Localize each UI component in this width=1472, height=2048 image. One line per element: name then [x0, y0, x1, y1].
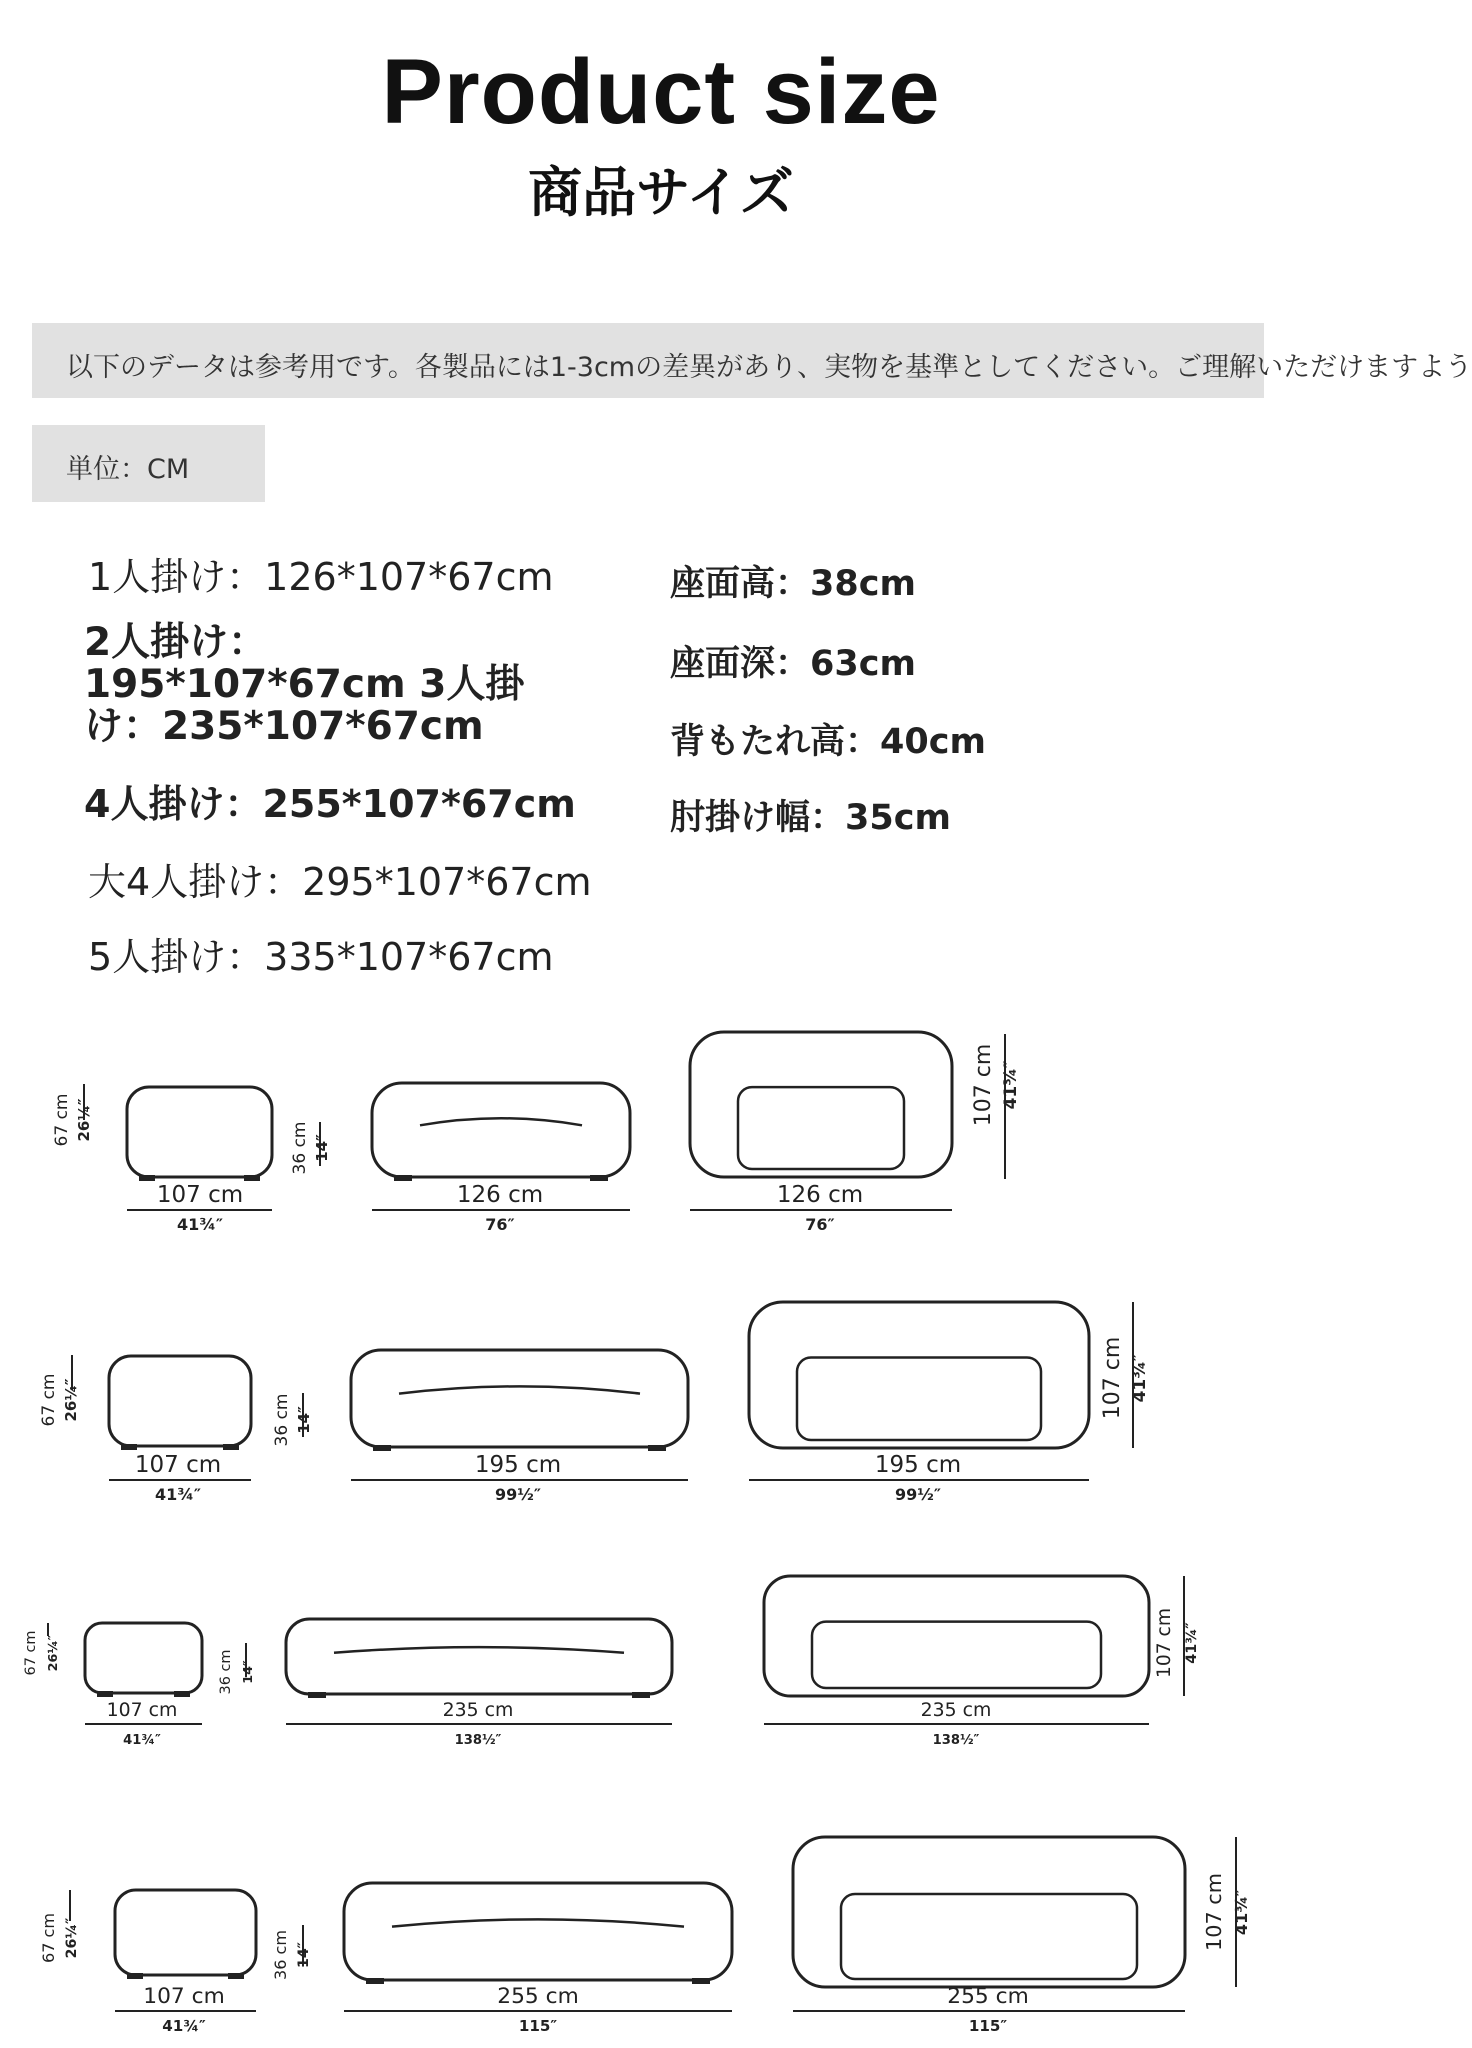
front-view-sofa — [351, 1350, 688, 1447]
seat-height-cm-label: 36 cm — [272, 1393, 292, 1447]
side-width-cm-label: 107 cm — [156, 1182, 244, 1208]
depth-cm-label: 107 cm — [971, 1043, 996, 1127]
front-view-foot — [373, 1445, 391, 1451]
spec-back-height: 背もたれ高：40cm — [670, 722, 986, 762]
front-view-foot — [394, 1175, 412, 1181]
top-width-cm-label: 126 cm — [776, 1182, 864, 1208]
height-in-label: 26¼″ — [46, 1634, 61, 1672]
side-width-in-label: 41¾″ — [123, 1733, 161, 1748]
front-width-in-label: 138½″ — [454, 1733, 502, 1748]
side-view-foot — [244, 1175, 260, 1181]
top-view-sofa — [793, 1837, 1185, 1987]
seat-height-cm-label: 36 cm — [218, 1649, 234, 1695]
side-width-in-label: 41¾″ — [155, 1485, 201, 1504]
front-width-in-label: 115″ — [518, 2017, 558, 2035]
spec-armrest-width: 肘掛け幅：35cm — [670, 798, 951, 838]
depth-cm-label: 107 cm — [1202, 1873, 1226, 1951]
front-width-in-label: 76″ — [485, 1215, 515, 1234]
top-width-cm-label: 235 cm — [920, 1699, 992, 1721]
side-view-sofa — [85, 1623, 202, 1693]
side-view-foot — [121, 1444, 137, 1450]
spec-seat-depth: 座面深：63cm — [670, 644, 916, 684]
front-width-cm-label: 195 cm — [474, 1452, 562, 1478]
side-width-cm-label: 107 cm — [134, 1452, 222, 1478]
side-view-sofa — [115, 1890, 256, 1975]
side-view-foot — [139, 1175, 155, 1181]
drawing-row-4 — [70, 1837, 1236, 2035]
top-width-cm-label: 195 cm — [874, 1452, 962, 1478]
size-5-seater: 5人掛け：335*107*67cm — [88, 935, 554, 979]
height-in-label: 26¼″ — [64, 1917, 80, 1959]
drawing-row-2 — [72, 1302, 1133, 1504]
side-view-foot — [228, 1973, 244, 1979]
height-cm-label: 67 cm — [23, 1630, 39, 1676]
spec-seat-height: 座面高：38cm — [670, 564, 916, 604]
page-subtitle: 商品サイズ — [528, 161, 794, 224]
seat-height-in-label: 14″ — [295, 1406, 313, 1434]
front-width-cm-label: 126 cm — [456, 1182, 544, 1208]
front-view-sofa — [286, 1619, 672, 1694]
size-1-seater: 1人掛け：126*107*67cm — [88, 555, 554, 599]
height-cm-label: 67 cm — [52, 1093, 72, 1147]
side-view-sofa — [109, 1356, 251, 1446]
front-width-cm-label: 255 cm — [497, 1984, 579, 2009]
side-width-cm-label: 107 cm — [106, 1699, 178, 1721]
depth-in-label: 41¾″ — [1001, 1060, 1021, 1110]
top-width-in-label: 99½″ — [895, 1485, 941, 1504]
front-view-foot — [632, 1692, 650, 1698]
side-view-foot — [97, 1691, 113, 1697]
top-width-in-label: 115″ — [968, 2017, 1008, 2035]
seat-height-in-label: 14″ — [296, 1941, 312, 1969]
top-view-sofa — [749, 1302, 1089, 1448]
side-view-foot — [127, 1973, 143, 1979]
front-view-foot — [366, 1978, 384, 1984]
top-view-sofa — [690, 1032, 952, 1177]
front-view-sofa — [372, 1083, 630, 1177]
front-width-in-label: 99½″ — [495, 1485, 541, 1504]
top-width-cm-label: 255 cm — [947, 1984, 1029, 2009]
depth-cm-label: 107 cm — [1100, 1336, 1125, 1420]
depth-in-label: 41¾″ — [1184, 1622, 1200, 1664]
depth-in-label: 41¾″ — [1130, 1353, 1150, 1403]
side-width-in-label: 41¾″ — [177, 1215, 223, 1234]
top-width-in-label: 138½″ — [932, 1733, 980, 1748]
size-4-seater: 4人掛け：255*107*67cm — [84, 782, 576, 826]
front-view-sofa — [344, 1883, 732, 1980]
unit-text: 単位：CM — [66, 454, 190, 485]
side-view-sofa — [127, 1087, 272, 1177]
side-width-cm-label: 107 cm — [143, 1984, 225, 2009]
seat-height-in-label: 14″ — [313, 1134, 331, 1162]
front-width-cm-label: 235 cm — [442, 1699, 514, 1721]
front-view-foot — [648, 1445, 666, 1451]
reference-note-text: 以下のデータは参考用です。各製品には1-3cmの差異があり、実物を基準としてください。ご理解いただけますよう — [66, 352, 1472, 383]
height-in-label: 26¼″ — [75, 1098, 93, 1142]
top-width-in-label: 76″ — [805, 1215, 835, 1234]
seat-height-cm-label: 36 cm — [290, 1121, 310, 1175]
side-view-foot — [174, 1691, 190, 1697]
height-in-label: 26¼″ — [62, 1378, 80, 1422]
side-view-foot — [223, 1444, 239, 1450]
drawing-row-1 — [84, 1032, 1005, 1234]
front-view-foot — [590, 1175, 608, 1181]
size-large-4-seater: 大4人掛け：295*107*67cm — [88, 860, 592, 904]
seat-height-in-label: 14″ — [241, 1660, 256, 1684]
front-view-foot — [692, 1978, 710, 1984]
top-view-sofa — [764, 1576, 1149, 1696]
depth-in-label: 41¾″ — [1232, 1888, 1251, 1936]
size-2-3-seater: 2人掛け：195*107*67cm 3人掛け：235*107*67cm — [84, 620, 525, 749]
side-width-in-label: 41¾″ — [162, 2017, 206, 2035]
seat-height-cm-label: 36 cm — [271, 1930, 290, 1980]
page-title: Product size — [381, 41, 941, 143]
height-cm-label: 67 cm — [39, 1913, 58, 1963]
front-view-foot — [308, 1692, 326, 1698]
depth-cm-label: 107 cm — [1154, 1607, 1175, 1679]
height-cm-label: 67 cm — [39, 1373, 59, 1427]
